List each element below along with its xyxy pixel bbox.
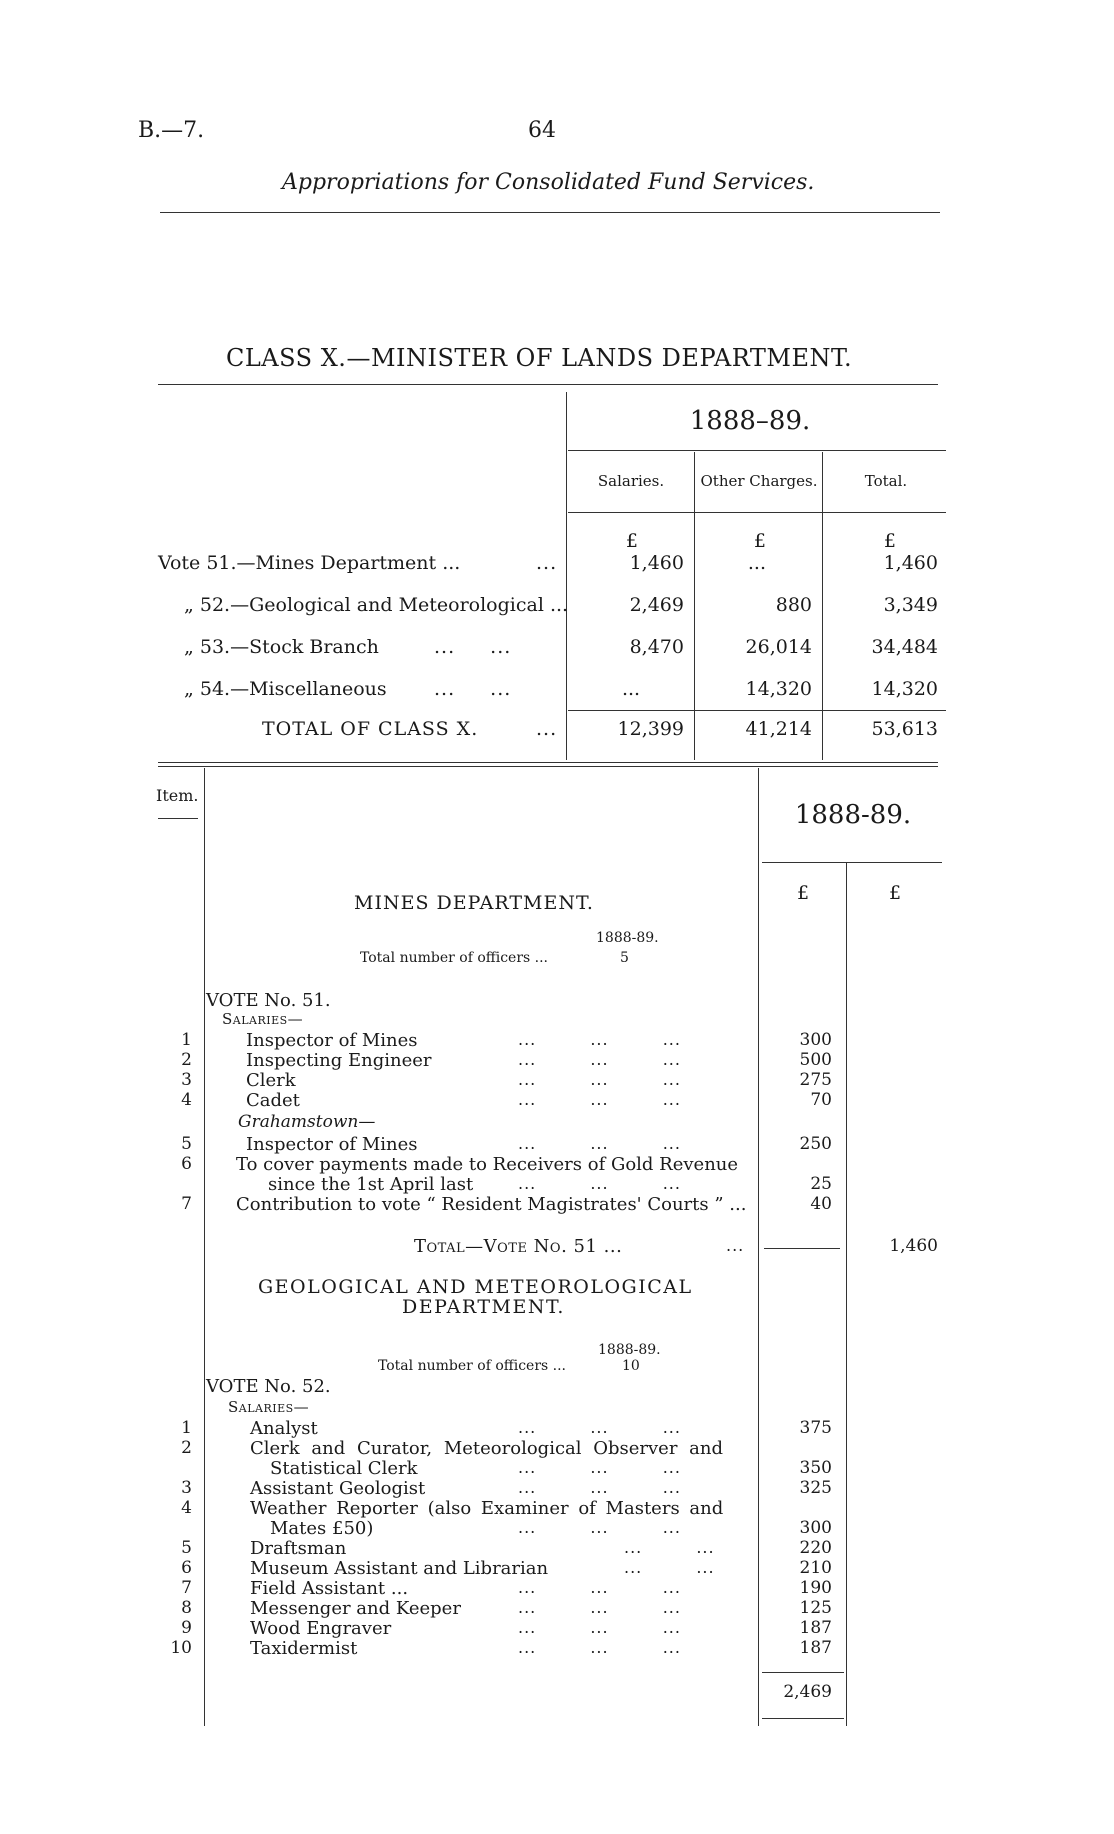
line-item-dots: ... ... ...	[518, 1578, 681, 1597]
summary-row-total: 34,484	[871, 636, 938, 658]
page-subtitle: Appropriations for Consolidated Fund Services.	[282, 170, 815, 195]
item-number: 9	[181, 1618, 192, 1638]
summary-col-other: Other Charges.	[700, 472, 818, 490]
geo-title-line1: GEOLOGICAL AND METEOROLOGICAL	[258, 1276, 693, 1298]
summary-col-total: Total.	[864, 472, 908, 490]
geo-salaries-heading: Salaries—	[228, 1398, 310, 1416]
item-number: 2	[181, 1050, 192, 1070]
line-item-dots: ... ... ...	[518, 1050, 681, 1069]
mines-officers-year: 1888-89.	[596, 930, 659, 946]
line-item-amount: 25	[810, 1174, 832, 1194]
summary-row-other: 26,014	[745, 636, 812, 658]
summary-total-salaries: 12,399	[617, 718, 684, 740]
line-item-dots: ... ...	[624, 1558, 715, 1577]
line-item-text: To cover payments made to Receivers of Gold Revenue	[236, 1154, 739, 1175]
line-item-text: Analyst	[250, 1418, 318, 1439]
line-item-dots: ... ... ...	[518, 1418, 681, 1437]
line-item-dots: ... ... ...	[518, 1518, 681, 1537]
summary-col-divider-1	[694, 452, 695, 760]
line-item-text: Assistant Geologist	[250, 1478, 426, 1499]
item-number: 1	[181, 1030, 192, 1050]
line-item-amount: 350	[799, 1458, 832, 1478]
item-number: 6	[181, 1154, 192, 1174]
summary-row-salaries: 8,470	[629, 636, 684, 658]
line-item-amount: 250	[799, 1134, 832, 1154]
summary-col-salaries: Salaries.	[597, 472, 665, 490]
summary-row-other: ...	[747, 552, 766, 574]
item-number: 4	[181, 1498, 192, 1518]
item-number: 7	[181, 1578, 192, 1598]
line-item-text: Weather Reporter (also Examiner of Masters and	[250, 1498, 724, 1519]
summary-col-divider-2	[822, 452, 823, 760]
line-item-text: Contribution to vote “ Resident Magistrates' Courts ” ...	[236, 1194, 747, 1215]
line-item-text: Field Assistant ...	[250, 1578, 409, 1599]
geo-officers-year: 1888-89.	[598, 1342, 661, 1358]
line-item-text: Clerk	[246, 1070, 296, 1091]
summary-row-dots: ... ...	[434, 678, 512, 700]
geo-subtotal-bottom-rule	[762, 1718, 844, 1719]
summary-row-salaries: 2,469	[629, 594, 684, 616]
summary-row-dots: ... ...	[434, 636, 512, 658]
item-number: 2	[181, 1438, 192, 1458]
line-item-amount: 187	[799, 1638, 832, 1658]
item-number: 4	[181, 1090, 192, 1110]
item-number: 6	[181, 1558, 192, 1578]
item-number: 5	[181, 1134, 192, 1154]
line-item-text: Inspecting Engineer	[246, 1050, 432, 1071]
mines-total-rule	[764, 1248, 840, 1249]
item-number: 10	[170, 1638, 192, 1658]
line-item-amount: 190	[799, 1578, 832, 1598]
header-rule	[160, 212, 940, 213]
line-item-text: Cadet	[246, 1090, 300, 1111]
summary-currency-other: £	[753, 530, 766, 552]
line-item-text: Inspector of Mines	[246, 1030, 418, 1051]
page-number: 64	[528, 118, 556, 143]
mines-total-label: Total—Vote No. 51 ...	[414, 1236, 623, 1257]
item-number: 8	[181, 1598, 192, 1618]
mines-officers-count: 5	[620, 950, 629, 966]
summary-row-other: 14,320	[745, 678, 812, 700]
item-number: 3	[181, 1070, 192, 1090]
detail-year: 1888-89.	[794, 800, 912, 830]
summary-row-total: 14,320	[871, 678, 938, 700]
line-item-amount: 275	[799, 1070, 832, 1090]
geo-subtotal: 2,469	[783, 1682, 832, 1702]
item-column-divider	[204, 768, 205, 1726]
line-item-amount: 220	[799, 1538, 832, 1558]
line-item-amount: 375	[799, 1418, 832, 1438]
summary-row-salaries: ...	[621, 678, 641, 700]
line-item-dots: ... ...	[624, 1538, 715, 1557]
detail-year-rule	[762, 862, 942, 863]
summary-colhead-rule	[568, 512, 946, 513]
line-item-text: Draftsman	[250, 1538, 347, 1559]
line-item-amount: 125	[799, 1598, 832, 1618]
detail-currency-1: £	[796, 882, 810, 904]
line-item-dots: ... ... ...	[518, 1638, 681, 1657]
detail-currency-2: £	[888, 882, 902, 904]
line-item-dots: ... ... ...	[518, 1618, 681, 1637]
summary-top-rule	[158, 384, 938, 385]
geo-subtotal-rule	[762, 1672, 844, 1673]
line-item-dots: ... ... ...	[518, 1134, 681, 1153]
summary-total-label: TOTAL OF CLASS X.	[262, 718, 479, 740]
summary-row-label: „ 53.—Stock Branch	[184, 636, 379, 658]
item-number: 7	[181, 1194, 192, 1214]
line-item-amount: 300	[799, 1518, 832, 1538]
item-header-rule	[158, 818, 198, 819]
line-item-text: Inspector of Mines	[246, 1134, 418, 1155]
line-item-amount: 500	[799, 1050, 832, 1070]
amount-column-divider-1	[758, 768, 759, 1726]
line-item-dots: ... ... ...	[518, 1174, 681, 1193]
summary-row-label: Vote 51.—Mines Department ...	[158, 552, 461, 574]
item-number: 3	[181, 1478, 192, 1498]
mines-title: MINES DEPARTMENT.	[354, 892, 594, 914]
geo-vote: VOTE No. 52.	[206, 1376, 331, 1397]
summary-row-dots: ...	[536, 552, 558, 574]
line-item-dots: ... ... ...	[518, 1478, 681, 1497]
summary-bottom-rule	[158, 762, 938, 763]
item-header: Item.	[156, 786, 199, 805]
line-item-amount: 40	[810, 1194, 832, 1214]
summary-title: CLASS X.—MINISTER OF LANDS DEPARTMENT.	[226, 344, 853, 372]
summary-row-label: „ 52.—Geological and Meteorological ...	[184, 594, 569, 616]
summary-row-total: 1,460	[883, 552, 938, 574]
mines-total-dots: ...	[726, 1236, 745, 1255]
line-item-text-cont: since the 1st April last	[268, 1174, 474, 1195]
item-number: 5	[181, 1538, 192, 1558]
summary-currency-total: £	[883, 530, 896, 552]
summary-currency-salaries: £	[625, 530, 638, 552]
line-item-text: Clerk and Curator, Meteorological Observer and	[250, 1438, 724, 1459]
line-item-dots: ... ... ...	[518, 1090, 681, 1109]
line-item-amount: 300	[799, 1030, 832, 1050]
geo-officers-count: 10	[622, 1358, 640, 1374]
geo-officers-label: Total number of officers ...	[378, 1358, 566, 1374]
line-item-dots: ... ... ...	[518, 1030, 681, 1049]
amount-column-divider-2	[846, 862, 847, 1726]
summary-total-dots: ...	[536, 718, 558, 740]
summary-row-salaries: 1,460	[629, 552, 684, 574]
line-item-amount: 187	[799, 1618, 832, 1638]
summary-row-label: „ 54.—Miscellaneous	[184, 678, 387, 700]
line-item-text: Museum Assistant and Librarian	[250, 1558, 549, 1579]
summary-label-divider	[566, 392, 567, 760]
summary-year-rule	[568, 450, 946, 451]
mines-subheading: Grahamstown—	[238, 1112, 376, 1132]
mines-vote: VOTE No. 51.	[206, 990, 331, 1011]
geo-title-line2: DEPARTMENT.	[402, 1296, 565, 1318]
item-number: 1	[181, 1418, 192, 1438]
line-item-dots: ... ... ...	[518, 1070, 681, 1089]
mines-total-amount: 1,460	[889, 1236, 938, 1256]
summary-total-total: 53,613	[871, 718, 938, 740]
line-item-text: Taxidermist	[250, 1638, 358, 1659]
line-item-text-cont: Statistical Clerk	[270, 1458, 418, 1479]
line-item-amount: 70	[810, 1090, 832, 1110]
summary-row-total: 3,349	[883, 594, 938, 616]
summary-year: 1888–89.	[689, 406, 811, 436]
summary-row-other: 880	[775, 594, 812, 616]
line-item-text-cont: Mates £50)	[270, 1518, 374, 1539]
line-item-dots: ... ... ...	[518, 1598, 681, 1617]
line-item-dots: ... ... ...	[518, 1458, 681, 1477]
line-item-text: Messenger and Keeper	[250, 1598, 461, 1619]
mines-officers-label: Total number of officers ...	[360, 950, 548, 966]
line-item-text: Wood Engraver	[250, 1618, 392, 1639]
page-ref: B.—7.	[138, 118, 205, 143]
summary-bottom-rule-2	[158, 766, 938, 767]
mines-salaries-heading: Salaries—	[222, 1010, 304, 1028]
summary-total-other: 41,214	[745, 718, 812, 740]
line-item-amount: 325	[799, 1478, 832, 1498]
line-item-amount: 210	[799, 1558, 832, 1578]
summary-total-rule	[568, 710, 946, 711]
